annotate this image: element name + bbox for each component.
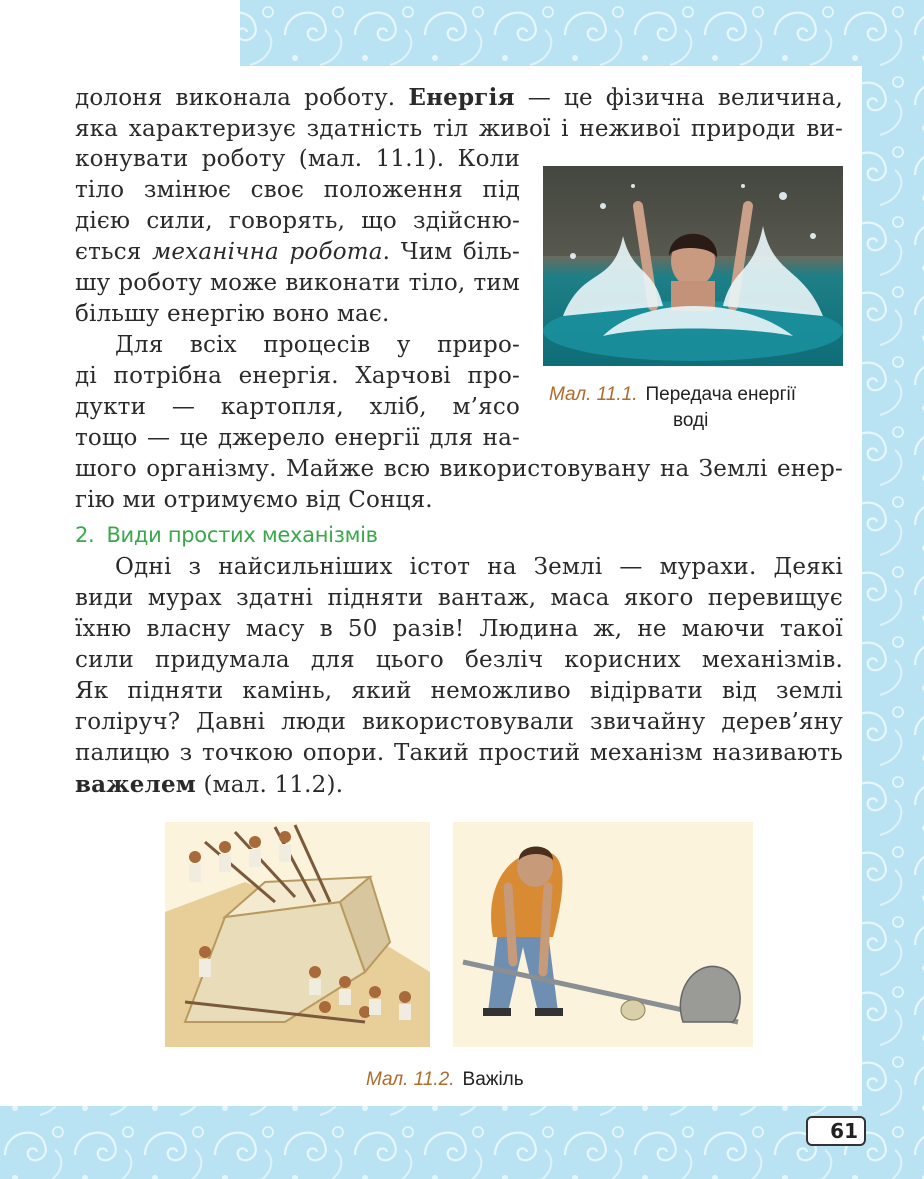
section-title: Види простих механізмів [106,523,378,547]
text-line: ді потрібна енергія. Харчові про- [75,363,520,389]
text-line: Для всіх процесів у приро- [115,332,520,358]
splash-illustration [543,166,843,366]
text-line: Одні з найсильніших істот на Землі — мурахи. Деякі [115,554,843,580]
text-line: сили придумала для цього безліч корисних механізмів. [75,647,843,673]
text-line: шу роботу може виконати тіло, тим [75,270,520,296]
figure-11-1-caption [549,384,796,406]
text-run: — це фізична величина, [527,85,844,111]
text-line: більшу енергію воно має. [75,301,390,327]
page-number: 61 [806,1116,866,1146]
text-line: голіруч? Давні люди використовували звичайну дерев’яну [75,709,843,735]
text-line: гію ми отримуємо від Сонця. [75,487,433,513]
term-lever: важелем [75,771,196,798]
term-energy: Енергія [408,84,515,111]
figure-label: Мал. 11.1. [549,384,638,405]
paragraph-energy-intro [75,82,843,145]
ancient-workers-illustration [165,822,430,1047]
figure-splash-photo [543,166,843,366]
figure-11-1-caption-line2: воді [673,410,709,431]
paragraph-simple-mechanisms [75,552,843,801]
man-lever-illustration [453,822,753,1047]
caption-text: Передача енергії [645,384,797,405]
text-line: шого організму. Майже всю використовувану на Землі енер- [75,456,843,482]
text-line: тіло змінює своє положення під [75,177,520,203]
text-line: їхню власну масу в 50 разів! Людина ж, не маючи такої [75,616,843,642]
text-run: ється [75,239,142,265]
figure-ancient-lever-illustration [165,822,430,1047]
paragraph-energy-narrow [75,144,520,330]
text-line: види мурах здатні підняти вантаж, маса якого перевищує [75,585,843,611]
section-heading [75,523,378,547]
text-line: конувати роботу (мал. 11.1). Коли [75,146,520,172]
text-line: яка характеризує здатність тіл живої і неживої природи ви- [75,116,843,142]
text-line: дукти — картопля, хліб, м’ясо [75,394,520,420]
text-run: (мал. 11.2). [203,772,344,798]
text-run: . Чим біль- [382,239,520,265]
figure-modern-lever-illustration [453,822,753,1047]
text-line: Як підняти камінь, який неможливо відірвати від землі [75,678,843,704]
section-number: 2. [75,523,95,547]
text-run: долоня виконала роботу. [75,85,396,111]
text-line: дією сили, говорять, що здійсню- [75,208,520,234]
text-line: тощо — це джерело енергії для на- [75,425,520,451]
text-line: палицю з точкою опори. Такий простий механізм називають [75,740,843,766]
caption-text: Важіль [462,1069,524,1090]
figure-label: Мал. 11.2. [366,1069,455,1090]
paragraph-food-energy-narrow [75,330,520,454]
paragraph-food-energy-full [75,454,843,516]
figure-11-2-caption [366,1069,524,1091]
term-mechanical-work: механічна робота [152,239,383,265]
